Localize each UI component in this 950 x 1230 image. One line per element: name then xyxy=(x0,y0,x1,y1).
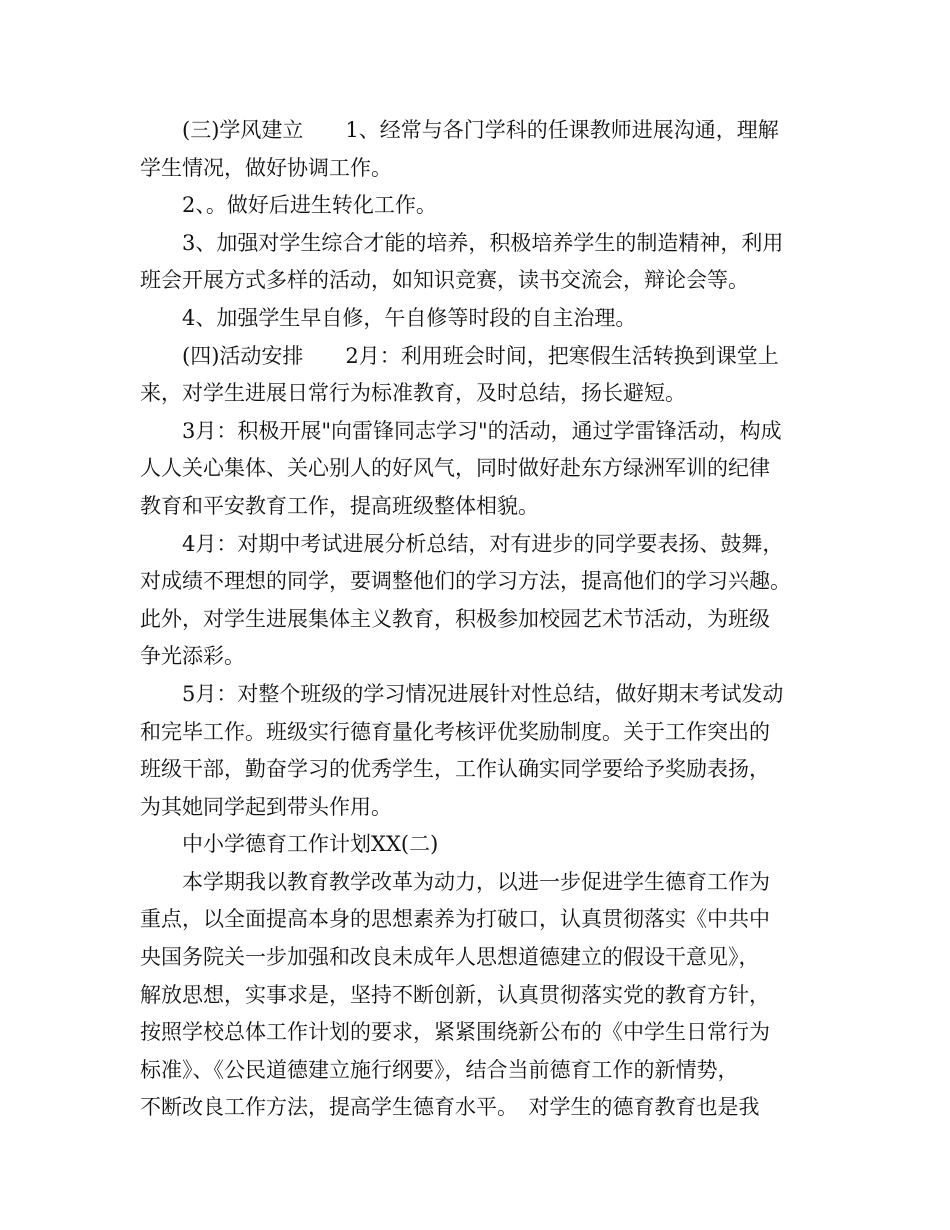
text-line: 教育和平安教育工作，提高班级整体相貌。 xyxy=(140,493,539,518)
document-body xyxy=(140,112,820,1127)
text-line: 班级干部，勤奋学习的优秀学生，工作认确实同学要给予奖励表扬， xyxy=(140,757,770,782)
text-line: 2、。做好后进生转化工作。 xyxy=(182,193,437,218)
text-line: 4月：对期中考试进展分析总结，对有进步的同学要表扬、鼓舞， xyxy=(182,531,784,556)
text-line: 人人关心集体、关心别人的好风气，同时做好赴东方绿洲军训的纪律 xyxy=(140,456,770,481)
text-line: 重点，以全面提高本身的思想素养为打破口，认真贯彻落实《中共中 xyxy=(140,907,770,932)
text-line: 和完毕工作。班级实行德育量化考核评优奖励制度。关于工作突出的 xyxy=(140,719,770,744)
text-line: (三)学风建立 1、经常与各门学科的任课教师进展沟通，理解 xyxy=(182,118,779,142)
text-line: 学生情况，做好协调工作。 xyxy=(140,155,392,180)
text-line: 按照学校总体工作计划的要求，紧紧围绕新公布的《中学生日常行为 xyxy=(140,1020,770,1045)
text-line: 标准》、《公民道德建立施行纲要》，结合当前德育工作的新情势， xyxy=(140,1057,739,1082)
text-line: 来，对学生进展日常行为标准教育，及时总结，扬长避短。 xyxy=(140,381,686,406)
text-line: 班会开展方式多样的活动，如知识竞赛，读书交流会，辩论会等。 xyxy=(140,268,749,293)
text-line: (四)活动安排 2月：利用班会时间，把寒假生活转换到课堂上 xyxy=(182,343,779,368)
text-line: 4、加强学生早自修，午自修等时段的自主治理。 xyxy=(182,305,637,330)
text-line: 央国务院关一步加强和改良未成年人思想道德建立的假设干意见》， xyxy=(140,945,760,970)
text-line: 此外，对学生进展集体主义教育，积极参加校园艺术节活动，为班级 xyxy=(140,606,770,631)
text-line: 3月：积极开展"向雷锋同志学习"的活动，通过学雷锋活动，构成 xyxy=(182,418,782,443)
text-line: 5月：对整个班级的学习情况进展针对性总结，做好期末考试发动 xyxy=(182,681,784,706)
text-line: 本学期我以教育教学改革为动力，以进一步促进学生德育工作为 xyxy=(182,869,770,894)
text-line: 解放思想，实事求是，坚持不断创新，认真贯彻落实党的教育方针， xyxy=(140,982,770,1007)
text-line: 3、加强对学生综合才能的培养，积极培养学生的制造精神，利用 xyxy=(182,230,784,255)
text-line: 为其她同学起到带头作用。 xyxy=(140,794,392,819)
text-line: 中小学德育工作计划XX(二) xyxy=(182,832,439,857)
text-line: 对成绩不理想的同学，要调整他们的学习方法，提高他们的学习兴趣。 xyxy=(140,569,791,594)
text-line: 争光添彩。 xyxy=(140,644,245,669)
text-line: 不断改良工作方法，提高学生德育水平。 对学生的德育教育也是我 xyxy=(140,1095,760,1120)
